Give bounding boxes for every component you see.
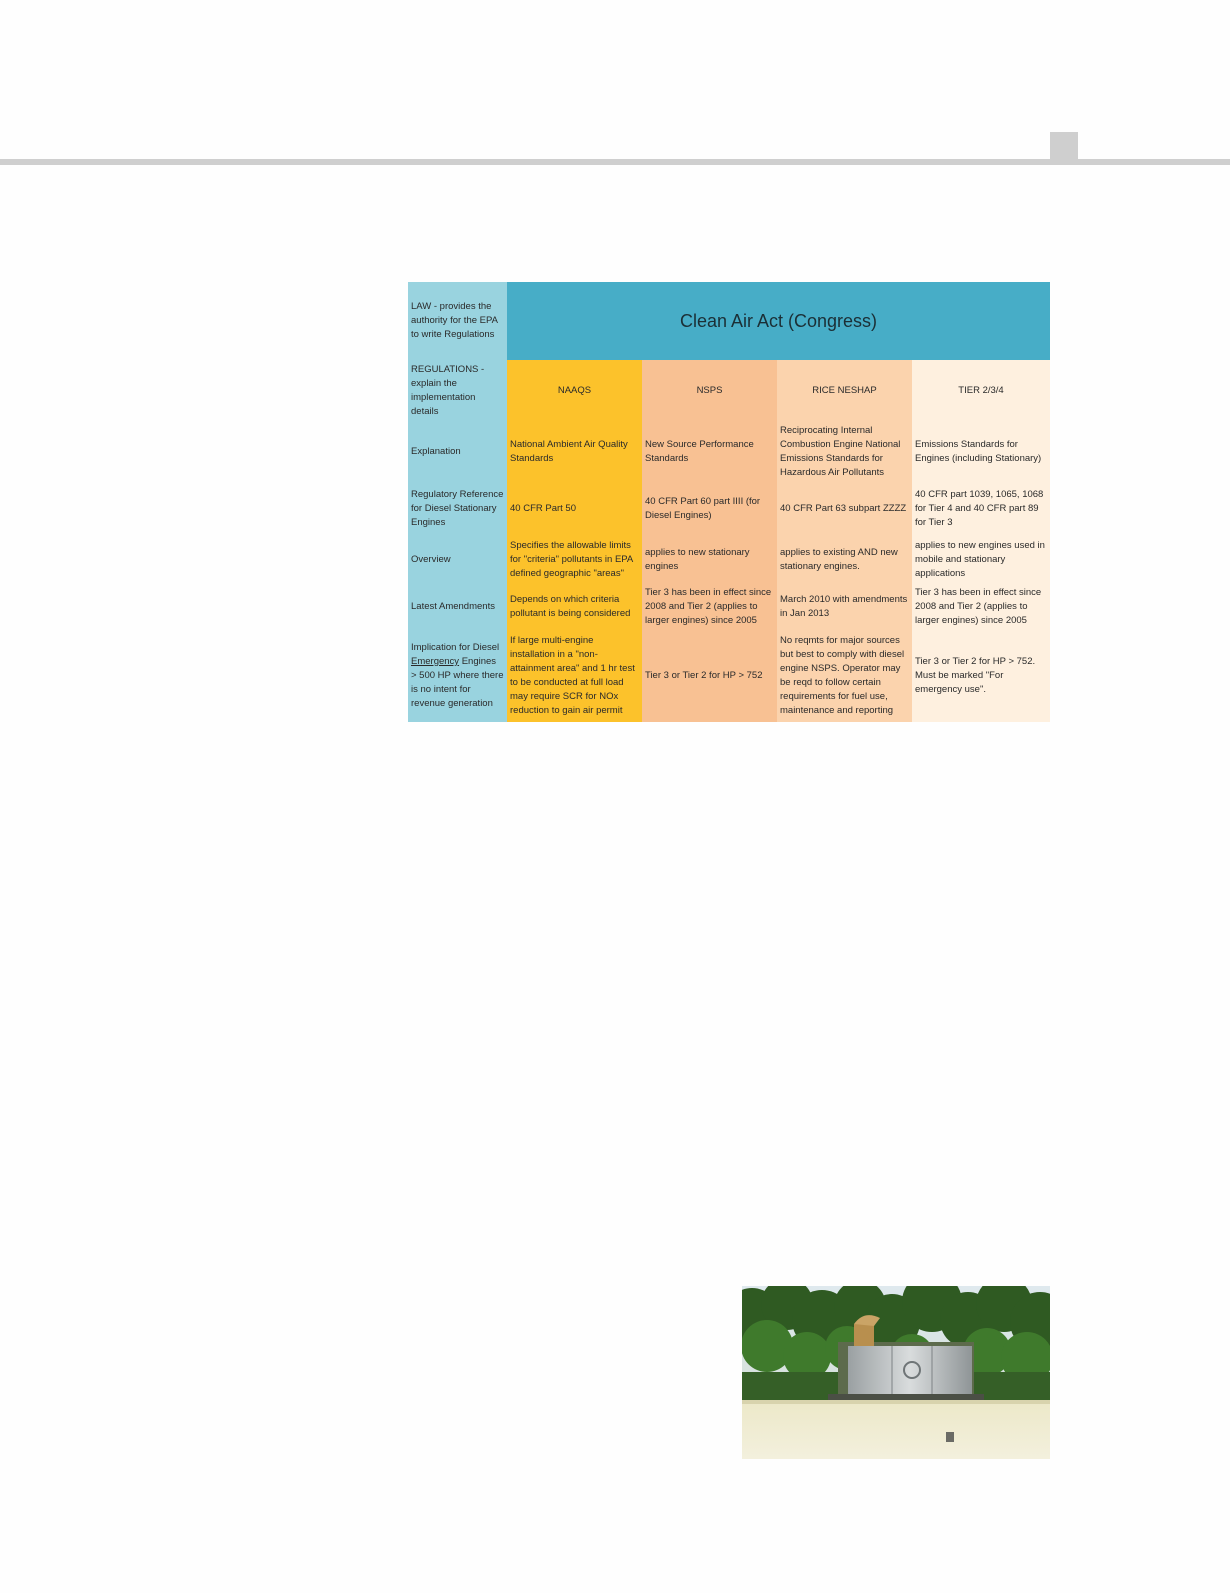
law-title: Clean Air Act (Congress) (507, 282, 1050, 360)
table-cell: New Source Performance Standards (642, 422, 777, 482)
table-cell: 40 CFR Part 60 part IIII (for Diesel Engines) (642, 482, 777, 536)
header-rule (0, 159, 1230, 165)
row-label: Explanation (408, 422, 507, 482)
row-label: Regulatory Reference for Diesel Stationary Engines (408, 482, 507, 536)
table-cell: Tier 3 or Tier 2 for HP > 752. Must be marked "For emergency use". (912, 630, 1050, 722)
table-cell: No reqmts for major sources but best to comply with diesel engine NSPS. Operator may be reqd to follow certain requirements for fuel use, maintenance and reporting (777, 630, 912, 722)
generator-photo (742, 1286, 1050, 1459)
table-row (408, 584, 1050, 630)
table-cell: 40 CFR Part 50 (507, 482, 642, 536)
table-cell: 40 CFR Part 63 subpart ZZZZ (777, 482, 912, 536)
regulations-header-row (408, 360, 1050, 422)
row-label (408, 630, 507, 722)
law-label: LAW - provides the authority for the EPA to write Regulations (408, 282, 507, 360)
page-tab (1050, 132, 1078, 165)
table-cell: National Ambient Air Quality Standards (507, 422, 642, 482)
table-cell: applies to new stationary engines (642, 536, 777, 584)
table-cell: applies to existing AND new stationary engines. (777, 536, 912, 584)
table-cell: Emissions Standards for Engines (including Stationary) (912, 422, 1050, 482)
table-cell: Tier 3 has been in effect since 2008 and Tier 2 (applies to larger engines) since 2005 (642, 584, 777, 630)
column-header-nsps: NSPS (642, 360, 777, 422)
column-header-rice-neshap: RICE NESHAP (777, 360, 912, 422)
row-label: Overview (408, 536, 507, 584)
table-cell: Tier 3 or Tier 2 for HP > 752 (642, 630, 777, 722)
row-label: Latest Amendments (408, 584, 507, 630)
regulations-label: REGULATIONS - explain the implementation details (408, 360, 507, 422)
regulations-table (408, 282, 1050, 722)
table-row (408, 482, 1050, 536)
table-row (408, 536, 1050, 584)
table-cell: applies to new engines used in mobile and stationary applications (912, 536, 1050, 584)
table-row (408, 630, 1050, 722)
table-row (408, 422, 1050, 482)
table-cell: 40 CFR part 1039, 1065, 1068 for Tier 4 and 40 CFR part 89 for Tier 3 (912, 482, 1050, 536)
column-header-naaqs: NAAQS (507, 360, 642, 422)
law-row (408, 282, 1050, 360)
table-cell: Specifies the allowable limits for "criteria" pollutants in EPA defined geographic "areas" (507, 536, 642, 584)
table-cell: Reciprocating Internal Combustion Engine National Emissions Standards for Hazardous Air Pollutants (777, 422, 912, 482)
row-label-part: Implication for Diesel (411, 642, 500, 653)
table-cell: Tier 3 has been in effect since 2008 and Tier 2 (applies to larger engines) since 2005 (912, 584, 1050, 630)
table-cell: If large multi-engine installation in a "non-attainment area" and 1 hr test to be conducted at full load may require SCR for NOx reduction to gain air permit (507, 630, 642, 722)
column-header-tier: TIER 2/3/4 (912, 360, 1050, 422)
table-cell: March 2010 with amendments in Jan 2013 (777, 584, 912, 630)
row-label-part: Engines > 500 HP where there is no intent for revenue generation (411, 656, 504, 709)
table-cell: Depends on which criteria pollutant is being considered (507, 584, 642, 630)
row-label-emphasis: Emergency (411, 656, 460, 667)
